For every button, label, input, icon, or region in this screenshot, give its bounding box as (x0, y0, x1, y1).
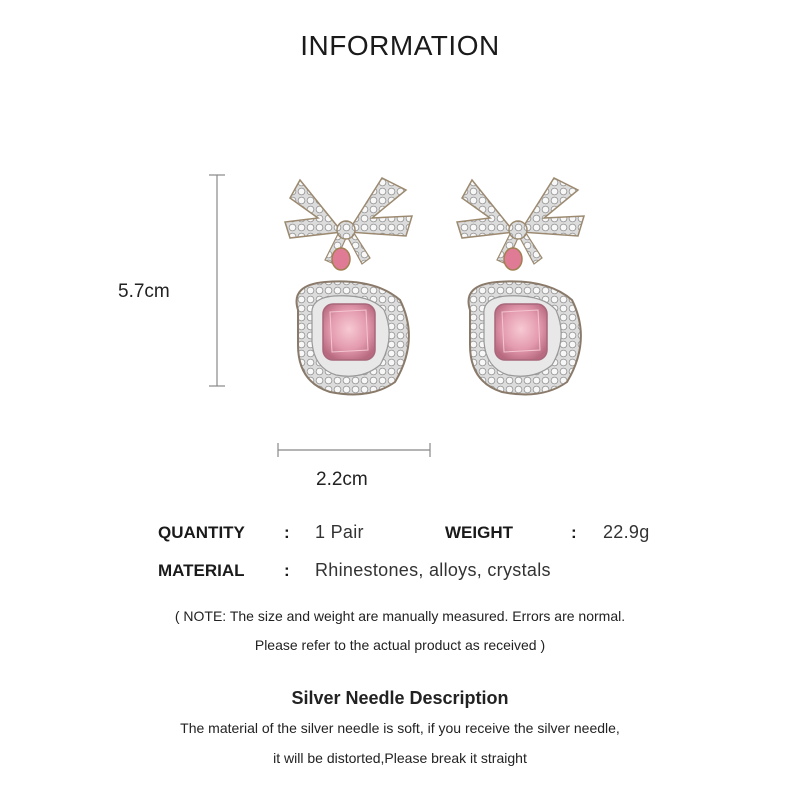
height-dimension-line (205, 170, 230, 392)
material-label: MATERIAL (158, 561, 245, 580)
weight-label: WEIGHT (445, 523, 513, 542)
right-earring (457, 178, 584, 394)
note-line-1: ( NOTE: The size and weight are manually measured. Errors are normal. (174, 608, 626, 624)
quantity-value: 1 Pair (315, 522, 364, 542)
width-label: 2.2cm (316, 469, 368, 490)
material-colon: : (284, 561, 290, 580)
silver-needle-line-2: it will be distorted,Please break it straight (273, 750, 527, 766)
weight-value: 22.9g (603, 522, 650, 542)
page-title: INFORMATION (300, 30, 500, 61)
earrings-icon (270, 160, 610, 410)
silver-needle-title: Silver Needle Description (291, 688, 509, 708)
note-line-2: Please refer to the actual product as received ) (254, 637, 546, 653)
width-dimension-line (274, 440, 434, 460)
quantity-colon: : (284, 523, 290, 542)
silver-needle-line-1: The material of the silver needle is soft, if you receive the silver needle, (180, 720, 620, 736)
quantity-label: QUANTITY (158, 523, 245, 542)
left-earring (285, 178, 412, 394)
weight-colon: : (571, 523, 577, 542)
material-value: Rhinestones, alloys, crystals (315, 560, 551, 580)
height-label: 5.7cm (118, 281, 170, 302)
